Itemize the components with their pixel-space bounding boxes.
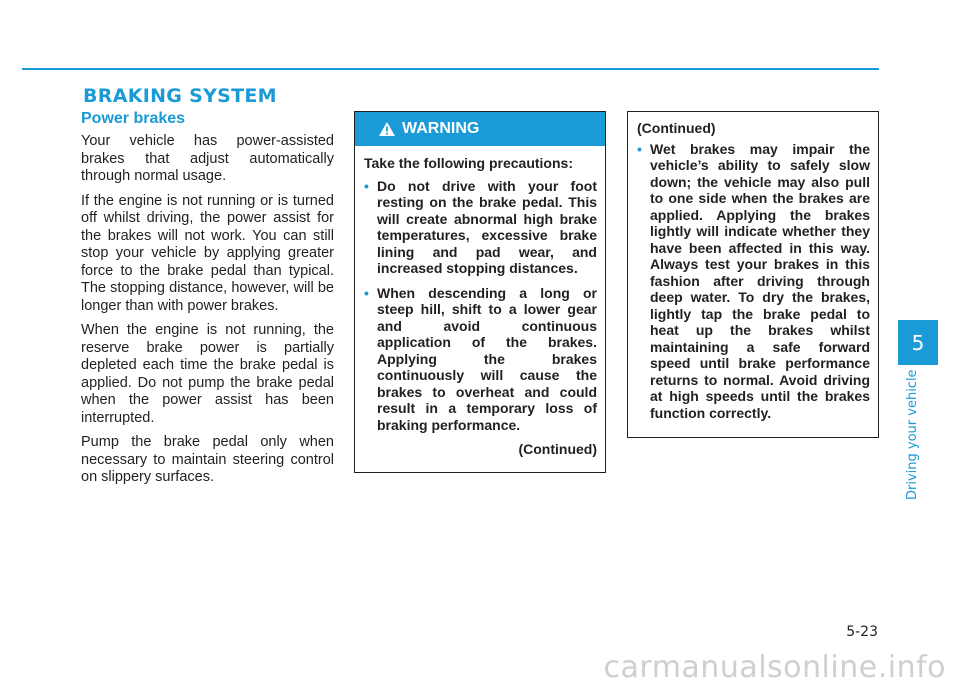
bullet-text: When descending a long or steep hill, shift to a lower gear and avoid continuous application of the brakes. Applying the brakes continuously will cause the brakes to overheat and could result in a temporary loss of braking performance. <box>377 284 597 433</box>
paragraph: Your vehicle has power-assisted brakes that adjust automatically through normal usage. <box>81 133 334 184</box>
warning-title: WARNING <box>402 120 480 137</box>
section-title: BRAKING SYSTEM <box>83 85 277 107</box>
subheading-power-brakes: Power brakes <box>81 110 186 127</box>
warning-triangle-icon <box>379 122 395 136</box>
watermark: carmanualsonline.info <box>603 650 946 685</box>
bullet-icon: • <box>364 284 369 301</box>
list-item <box>637 141 870 422</box>
paragraph: Pump the brake pedal only when necessary to maintain steering control on slippery surfaces. <box>81 434 334 485</box>
warning-intro: Take the following precautions: <box>364 155 573 171</box>
bullet-icon: • <box>364 177 369 194</box>
paragraph: If the engine is not running or is turned off whilst driving, the power assist for the brakes will not work. You can still stop your vehicle by applying greater force to the brake pedal than typical. The stopping distance, however, will be longer than with power brakes. <box>81 192 334 314</box>
warning-list <box>364 178 597 434</box>
page-number: 5-23 <box>846 624 878 640</box>
warning-header <box>355 112 605 146</box>
list-item <box>364 178 597 277</box>
bullet-icon: • <box>637 140 642 157</box>
top-rule <box>22 68 879 70</box>
continuation-body <box>628 112 878 421</box>
bullet-text: Wet brakes may impair the vehicle’s ability to safely slow down; the vehicle may also pull to one side when the brakes are applied. Applying the brakes lightly will indicate whether they have been affected in this way. Always test your brakes in this fashion after driving through deep water. To dry the brakes, lightly tap the brake pedal to heat up the brakes whilst maintaining a safe forward speed until brake performance returns to normal. Avoid driving at high speeds until the brakes function correctly. <box>650 140 870 421</box>
list-item <box>364 285 597 434</box>
warning-box <box>354 111 606 473</box>
chapter-tab: 5 <box>898 320 938 365</box>
paragraph: When the engine is not running, the reserve brake power is partially depleted each time the brake pedal is applied. Do not pump the brake pedal when the power assist has been interrupted. <box>81 322 334 426</box>
continuation-list <box>637 141 870 422</box>
body-text-column <box>81 133 334 494</box>
chapter-side-label: Driving your vehicle <box>905 369 920 500</box>
continued-label: (Continued) <box>518 441 597 457</box>
continued-label: (Continued) <box>637 120 716 136</box>
bullet-text: Do not drive with your foot resting on the brake pedal. This will create abnormal high brake temperatures, excessive brake lining and pad wear, and increased stopping distances. <box>377 177 597 276</box>
warning-continuation-box <box>627 111 879 438</box>
warning-body <box>355 146 605 458</box>
